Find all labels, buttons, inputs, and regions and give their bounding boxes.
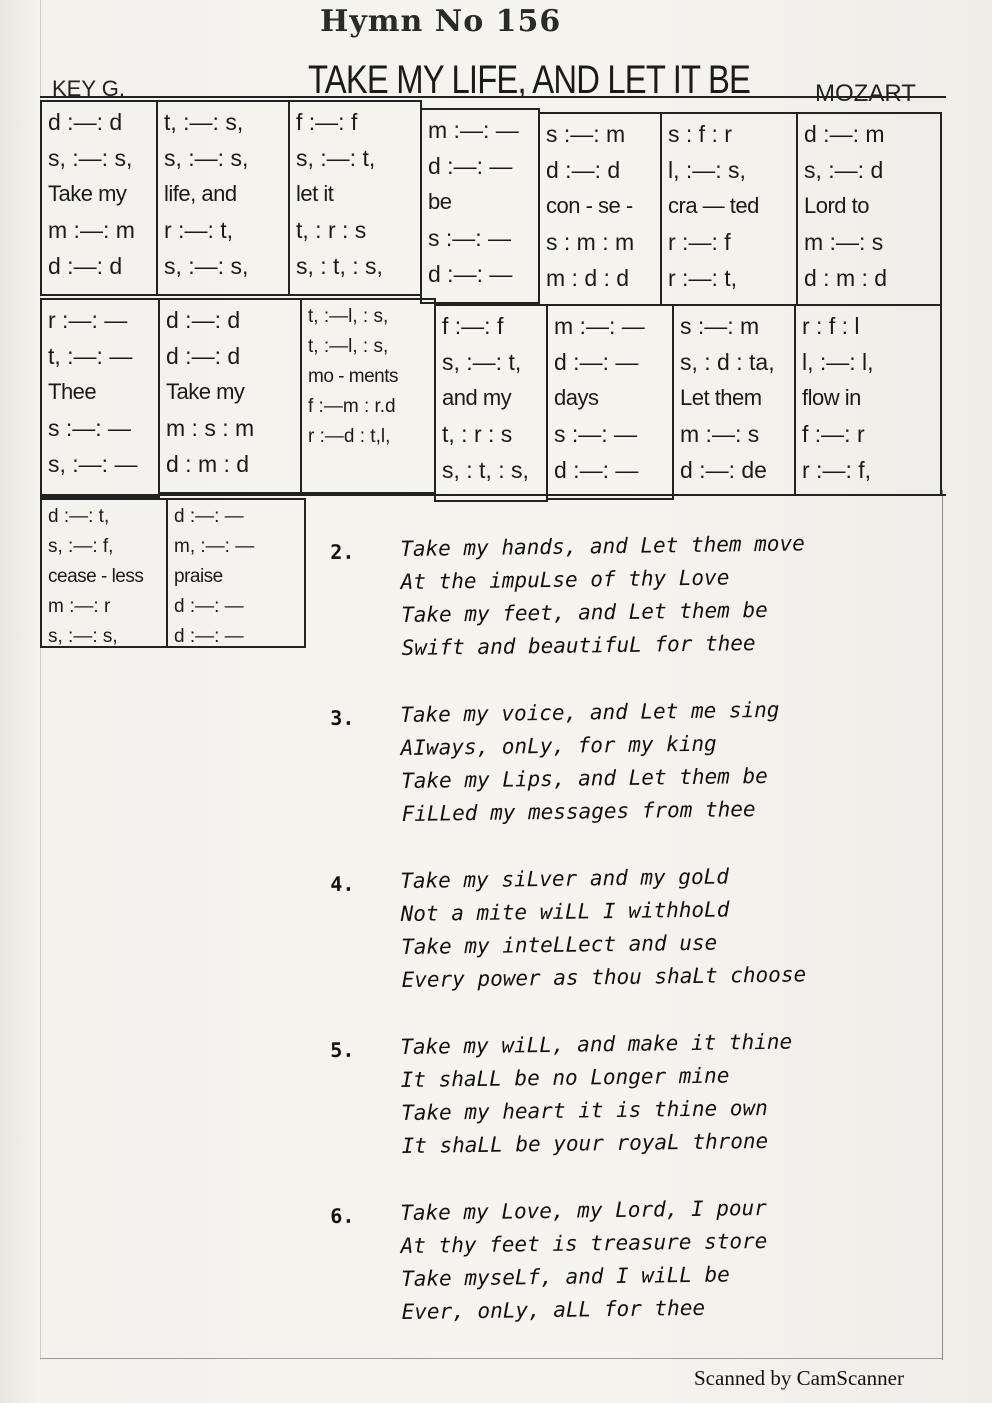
verse-line: Ever, onLy, aLL for thee [401, 1295, 706, 1325]
score-measure [434, 304, 548, 502]
tenor-notes: r :—: f [668, 229, 731, 255]
score-measure [166, 498, 306, 648]
bass-notes: d : m : d [804, 265, 888, 291]
verse-number: 3. [330, 705, 355, 730]
soprano-notes: f :—: f [442, 313, 504, 339]
verse [330, 526, 932, 666]
score-measure [672, 304, 796, 496]
alto-notes: t, :—: — [48, 343, 133, 369]
alto-notes: l, :—: s, [668, 157, 746, 183]
soprano-notes: s :—: m [546, 121, 626, 147]
verse-number: 2. [330, 539, 355, 564]
tenor-notes: m :—: r [48, 596, 111, 617]
alto-notes: t, :—l, : s, [308, 336, 389, 357]
verse-number: 6. [330, 1203, 355, 1228]
verse-line: Take my wiLL, and make it thine [400, 1029, 793, 1060]
soprano-notes: r : f : l [802, 313, 860, 339]
bass-notes: r :—d : t,l, [308, 426, 391, 447]
verses-list [330, 531, 930, 1364]
bass-notes: d :—: d [48, 253, 123, 279]
verse-line: Every power as thou shaLt choose [401, 962, 807, 993]
verse-line: Take myseLf, and I wiLL be [400, 1262, 731, 1292]
tenor-notes: m :—: s [804, 229, 884, 255]
bass-notes: r :—: f, [802, 457, 871, 483]
tenor-notes: s :—: — [48, 415, 132, 441]
score-measure [420, 108, 540, 304]
soprano-notes: d :—: t, [48, 506, 110, 527]
soprano-notes: r :—: — [48, 307, 128, 333]
alto-notes: m, :—: — [174, 536, 255, 557]
lyric-syllables: and my [442, 385, 512, 410]
score-measure [300, 298, 436, 494]
alto-notes: d :—: d [166, 343, 241, 369]
soprano-notes: f :—: f [296, 109, 358, 135]
tenor-notes: r :—: t, [164, 217, 233, 243]
lyric-syllables: con - se - [546, 193, 633, 218]
scanner-watermark: Scanned by CamScanner [694, 1366, 904, 1390]
lyric-syllables: praise [174, 566, 223, 587]
soprano-notes: d :—: d [166, 307, 241, 333]
lyric-syllables: Let them [680, 385, 762, 410]
verse-line: It shaLL be no Longer mine [400, 1063, 730, 1093]
tenor-notes: f :—m : r.d [308, 396, 396, 417]
verse-line: Take my siLver and my goLd [400, 864, 730, 894]
score-measure [794, 304, 942, 496]
bass-notes: s, : t, : s, [296, 253, 383, 279]
alto-notes: d :—: — [428, 153, 513, 179]
lyric-syllables: life, and [164, 181, 237, 206]
soprano-notes: m :—: — [554, 313, 645, 339]
alto-notes: d :—: — [554, 349, 639, 375]
bass-notes: d :—: — [554, 457, 639, 483]
verse-line: Take my voice, and Let me sing [400, 697, 780, 728]
verse-line: Take my hands, and Let them move [400, 531, 805, 562]
alto-notes: s, :—: d [804, 157, 884, 183]
score-measure [546, 304, 674, 500]
alto-notes: s, :—: f, [48, 536, 114, 557]
alto-notes: s, :—: t, [296, 145, 376, 171]
soprano-notes: d :—: m [804, 121, 885, 147]
score-measure [156, 100, 290, 296]
page-left-margin [0, 0, 41, 1360]
bass-notes: d :—: — [428, 261, 513, 287]
verse-line: Take my Love, my Lord, I pour [400, 1195, 768, 1226]
alto-notes: s, :—: s, [164, 145, 249, 171]
score-measure [158, 298, 302, 494]
verse-number: 4. [330, 871, 355, 896]
soprano-notes: s :—: m [680, 313, 760, 339]
key-signature: KEY G. [52, 76, 125, 101]
verse-line: AIways, onLy, for my king [400, 731, 717, 761]
tenor-notes: f :—: r [802, 421, 865, 447]
lyric-syllables: be [428, 189, 452, 214]
tenor-notes: s :—: — [554, 421, 638, 447]
tenor-notes: m :—: s [680, 421, 760, 447]
alto-notes: s, :—: s, [48, 145, 133, 171]
verse-number: 5. [330, 1037, 355, 1062]
bass-notes: s, :—: — [48, 451, 138, 477]
verse [330, 858, 932, 998]
lyric-syllables: Thee [48, 379, 97, 404]
lyric-syllables: Take my [48, 181, 127, 206]
soprano-notes: s : f : r [668, 121, 732, 147]
alto-notes: s, :—: t, [442, 349, 522, 375]
bass-notes: s, :—: s, [48, 626, 118, 647]
verse [330, 1024, 932, 1164]
lyric-syllables: cra — ted [668, 193, 759, 218]
alto-notes: l, :—: l, [802, 349, 874, 375]
tenor-notes: s :—: — [428, 225, 512, 251]
soprano-notes: d :—: — [174, 506, 244, 527]
verse-line: Take my Lips, and Let them be [400, 763, 768, 794]
verse-line: Take my feet, and Let them be [400, 597, 768, 628]
alto-notes: d :—: d [546, 157, 621, 183]
verse-line: Take my inteLLect and use [400, 930, 718, 960]
score-measure [796, 112, 942, 306]
score-measure [288, 100, 422, 296]
tenor-notes: s : m : m [546, 229, 635, 255]
verse-line: FiLLed my messages from thee [401, 797, 756, 827]
lyric-syllables: flow in [802, 385, 861, 410]
bass-notes: m : d : d [546, 265, 630, 291]
score-measure [40, 100, 158, 296]
tenor-notes: t, : r : s [296, 217, 367, 243]
verse-line: Swift and beautifuL for thee [401, 631, 756, 661]
lyric-syllables: cease - less [48, 566, 144, 587]
lyric-syllables: Lord to [804, 193, 869, 218]
bass-notes: d :—: — [174, 626, 244, 647]
score-measure [538, 112, 662, 306]
verse-line: At thy feet is treasure store [400, 1228, 768, 1259]
alto-notes: s, : d : ta, [680, 349, 775, 375]
lyric-syllables: let it [296, 181, 334, 206]
score-measure [40, 298, 160, 498]
lyric-syllables: Take my [166, 379, 245, 404]
verse [330, 1190, 932, 1330]
tenor-notes: m : s : m [166, 415, 255, 441]
verse-line: Take my heart it is thine own [400, 1095, 768, 1126]
bass-notes: r :—: t, [668, 265, 737, 291]
tenor-notes: t, : r : s [442, 421, 513, 447]
verse-line: At the impuLse of thy Love [400, 565, 730, 595]
composer: MOZART [815, 80, 916, 107]
score-measure [660, 112, 798, 306]
soprano-notes: t, :—: s, [164, 109, 244, 135]
tenor-notes: d :—: — [174, 596, 244, 617]
lyric-syllables: days [554, 385, 599, 410]
verse-line: It shaLL be your royaL throne [401, 1128, 769, 1159]
hymn-number: Hymn No 156 [320, 4, 562, 39]
verse [330, 692, 932, 832]
bass-notes: s, :—: s, [164, 253, 249, 279]
bass-notes: d :—: de [680, 457, 767, 483]
soprano-notes: m :—: — [428, 117, 519, 143]
score-measure [40, 498, 168, 648]
soprano-notes: d :—: d [48, 109, 123, 135]
bass-notes: d : m : d [166, 451, 250, 477]
tenor-notes: m :—: m [48, 217, 135, 243]
lyric-syllables: mo - ments [308, 366, 399, 387]
verse-line: Not a mite wiLL I withhoLd [400, 897, 730, 927]
soprano-notes: t, :—l, : s, [308, 306, 389, 327]
bass-notes: s, : t, : s, [442, 457, 529, 483]
song-title: TAKE MY LIFE, AND LET IT BE [308, 58, 751, 102]
page-right-rule [942, 490, 943, 1360]
